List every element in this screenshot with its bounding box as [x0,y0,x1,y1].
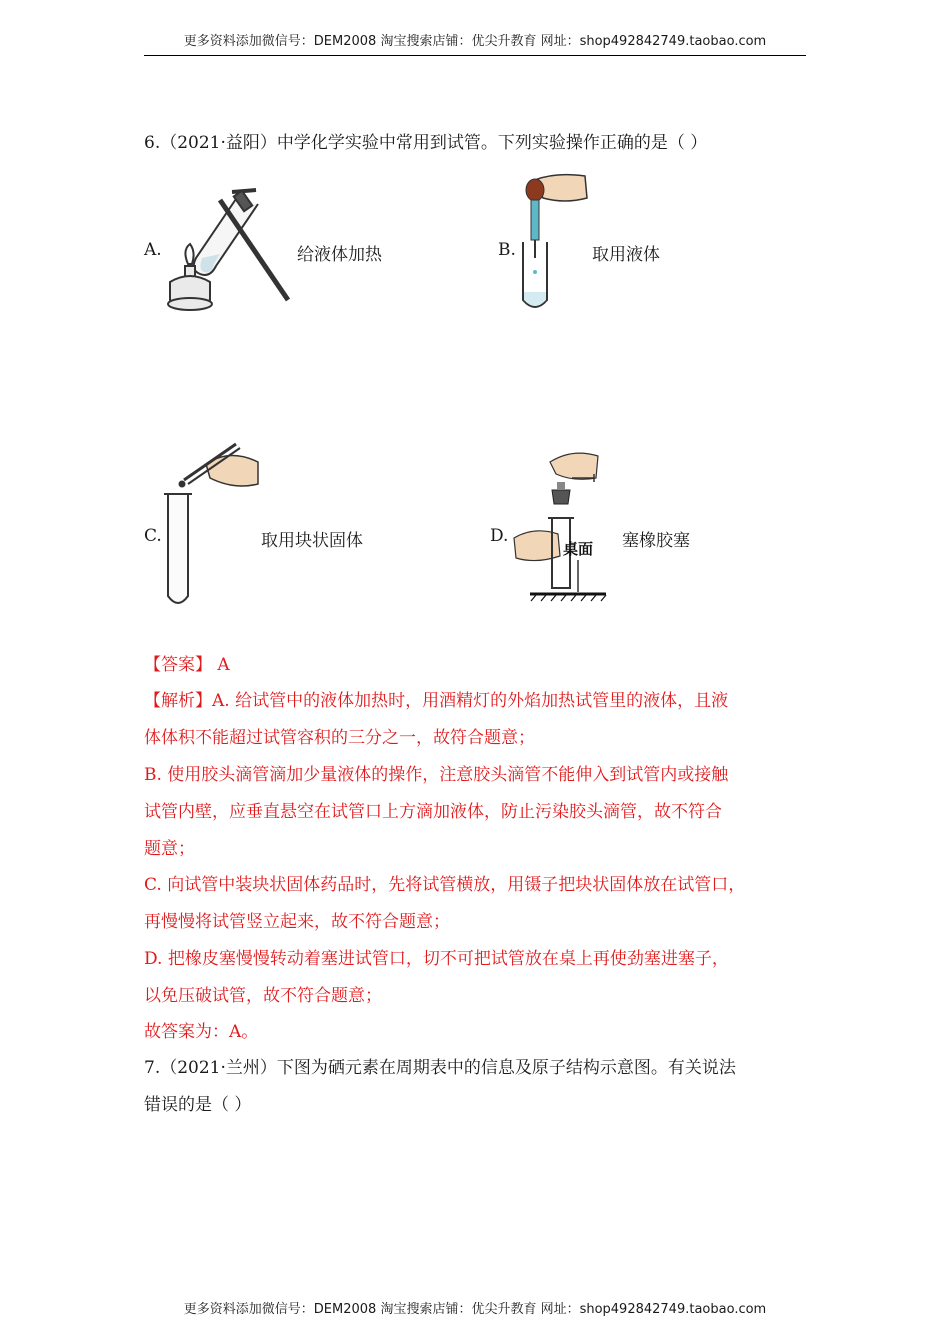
answer-line: 【答案】 A [144,655,230,675]
analysis-line: 体体积不能超过试管容积的三分之一，故符合题意； [144,728,535,748]
option-c-caption: 取用块状固体 [261,531,363,551]
analysis-line: 题意； [144,839,195,859]
option-a-letter: A. [144,240,162,260]
question-7-stem: 7.（2021·兰州）下图为硒元素在周期表中的信息及原子结构示意图。有关说法 [144,1058,736,1078]
final-answer-line: 故答案为：A。 [144,1022,259,1042]
analysis-line: 再慢慢将试管竖立起来，故不符合题意； [144,912,450,932]
analysis-line: C. 向试管中装块状固体药品时，先将试管横放，用镊子把块状固体放在试管口， [144,875,746,895]
option-b-letter: B. [498,240,516,260]
option-c-letter: C. [144,526,162,546]
question-7-stem: 错误的是（ ） [144,1095,252,1115]
option-d-caption: 塞橡胶塞 [622,531,690,551]
option-b-caption: 取用液体 [592,245,660,265]
analysis-line: 试管内壁，应垂直悬空在试管口上方滴加液体，防止污染胶头滴管，故不符合 [144,802,722,822]
analysis-line: 【解析】A. 给试管中的液体加热时，用酒精灯的外焰加热试管里的液体，且液 [144,691,729,711]
option-d-letter: D. [490,526,509,546]
desk-label: 桌面 [562,540,594,558]
analysis-line: D. 把橡皮塞慢慢转动着塞进试管口，切不可把试管放在桌上再使劲塞进塞子， [144,949,729,969]
analysis-line: 以免压破试管，故不符合题意； [144,986,382,1006]
analysis-line: B. 使用胶头滴管滴加少量液体的操作，注意胶头滴管不能伸入到试管内或接触 [144,765,729,785]
question-6-stem: 6.（2021·益阳）中学化学实验中常用到试管。下列实验操作正确的是（ ） [144,133,708,153]
page-header: 更多资料添加微信号：DEM2008 淘宝搜索店铺：优尖升教育 网址：shop492842749.taobao.com [144,30,806,56]
heating-liquid-figure [160,180,320,320]
stopper-figure [512,448,612,603]
page-footer: 更多资料添加微信号：DEM2008 淘宝搜索店铺：优尖升教育 网址：shop492842749.taobao.com [183,1302,767,1317]
option-a-caption: 给液体加热 [297,245,382,265]
solid-into-tube-figure [160,438,270,608]
dropper-figure [515,168,595,313]
